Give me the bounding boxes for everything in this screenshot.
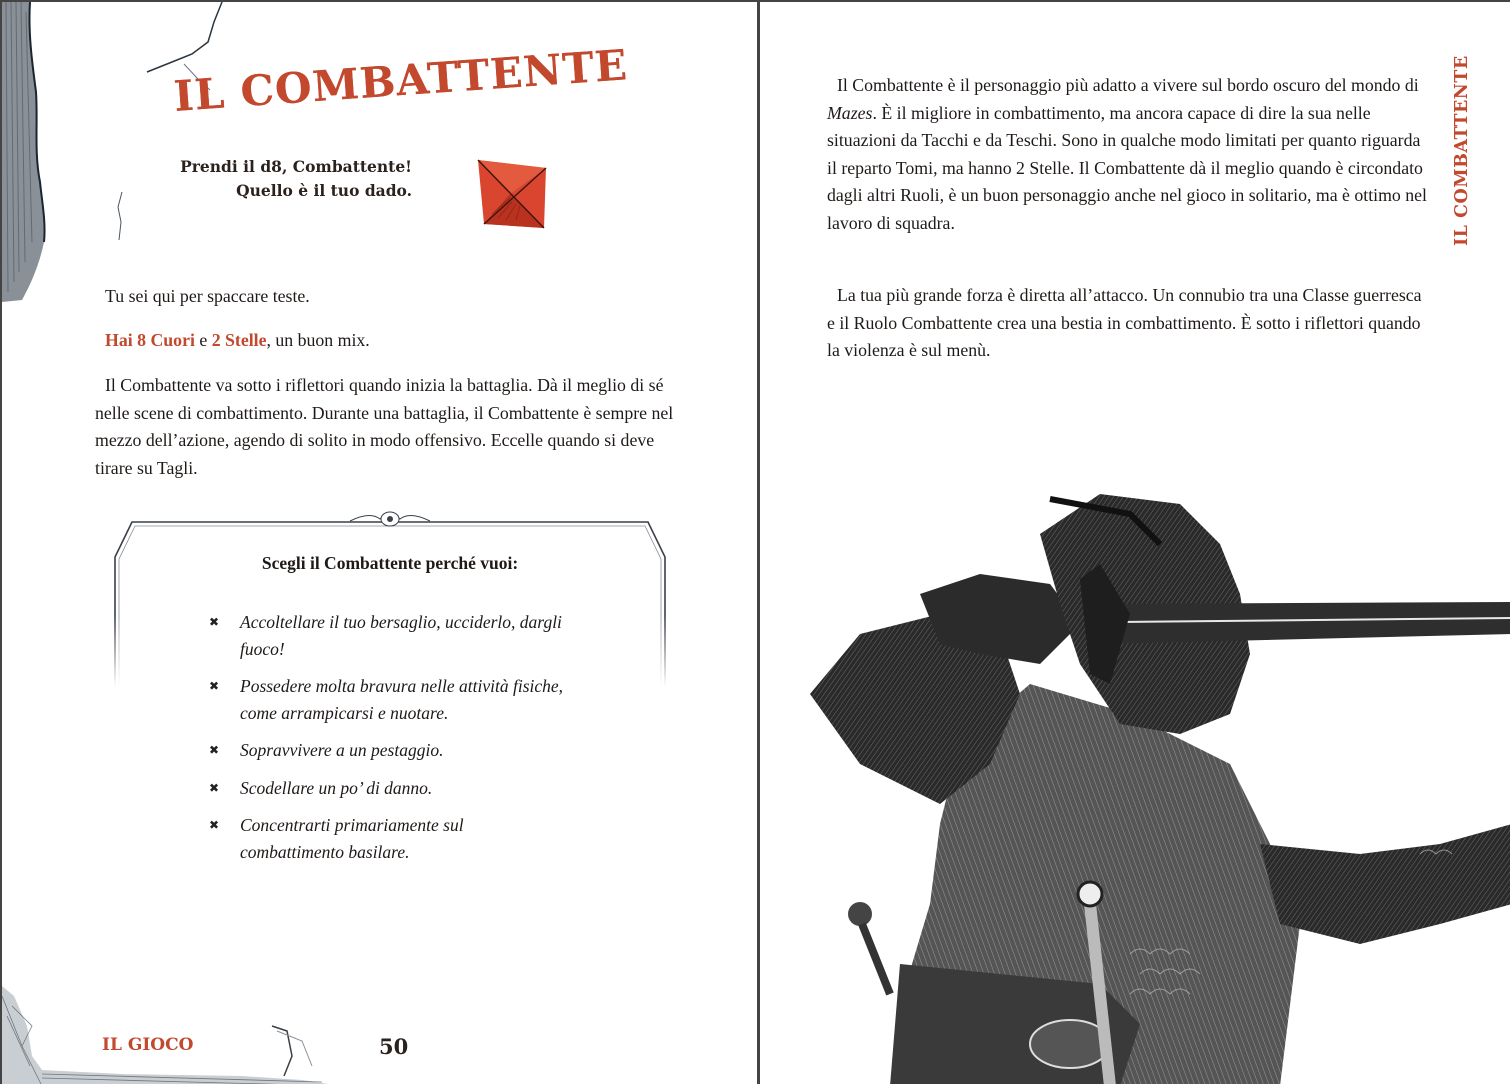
page-title: IL COMBATTENTE [172, 40, 630, 121]
stats-connector: e [194, 330, 212, 350]
stats-paragraph [95, 327, 695, 355]
list-item: ✖ Scodellare un po’ di danno. [207, 775, 567, 802]
game-name: Mazes [827, 102, 873, 123]
side-running-title: IL COMBATTENTE [1452, 55, 1472, 246]
footer-section-label: IL GIOCO [102, 1035, 194, 1055]
stats-rest: , un buon mix. [266, 330, 370, 350]
warrior-illustration [800, 484, 1510, 1084]
strength-paragraph: La tua più grande forza è diretta all’attacco. Un connubio tra una Classe guerresca e il Ruolo Combattente crea una bestia in combattimento. È sotto i riflettori quando la violenza è sul menù. [827, 285, 1422, 360]
left-page [2, 2, 758, 1084]
die-caption-line1: Prendi il d8, Combattente! [180, 157, 412, 176]
die-caption [162, 155, 412, 203]
intro-paragraph-right: Il Combattente è il personaggio più adatto a vivere sul bordo oscuro del mondo di Mazes. È il migliore in combattimento, ma ancora capace di dire la sua nelle situazioni da Tacchi e da Teschi. Sono in qualche modo limitati per quanto riguarda il reparto Tomi, ma hanno 2 Stelle. Il Combattente dà il meglio quando è circondato dagli altri Ruoli, è un buon personaggio anche nel gioco in solitario, ma è ottimo nel lavoro di squadra. [827, 75, 1427, 233]
stars-stat: 2 Stelle [211, 330, 267, 350]
x-bullet-icon: ✖ [209, 780, 220, 795]
crack-decoration-small [112, 192, 132, 242]
description-paragraph: Il Combattente va sotto i riflettori quando inizia la battaglia. Dà il meglio di sé nelle scene di combattimento. Durante una battaglia, il Combattente è sempre nel mezzo dell’azione, agendo di solito in modo offensivo. Eccelle quando si deve tirare su Tagli. [95, 375, 674, 478]
list-item: ✖ Accoltellare il tuo bersaglio, ucciderlo, dargli fuoco! [207, 609, 567, 662]
d8-die-icon [472, 154, 552, 234]
hearts-stat: Hai 8 Cuori [105, 330, 195, 350]
die-caption-line2: Quello è il tuo dado. [236, 181, 412, 200]
intro-paragraph: Tu sei qui per spaccare teste. [105, 286, 310, 306]
x-bullet-icon: ✖ [209, 679, 220, 693]
choose-box-heading: Scegli il Combattente perché vuoi: [261, 553, 519, 573]
x-bullet-icon: ✖ [209, 743, 220, 757]
rock-edge-decoration [2, 2, 62, 302]
right-page [760, 2, 1510, 1084]
list-item: ✖ Possedere molta bravura nelle attività fisiche, come arrampicarsi e nuotare. [207, 673, 567, 726]
x-bullet-icon: ✖ [209, 818, 220, 832]
reasons-list [207, 609, 567, 876]
page-number: 50 [379, 1034, 409, 1059]
list-item: ✖ Concentrarti primariamente sul combattimento basilare. [207, 812, 567, 865]
x-bullet-icon: ✖ [209, 615, 220, 629]
list-item: ✖ Sopravvivere a un pestaggio. [207, 737, 567, 764]
